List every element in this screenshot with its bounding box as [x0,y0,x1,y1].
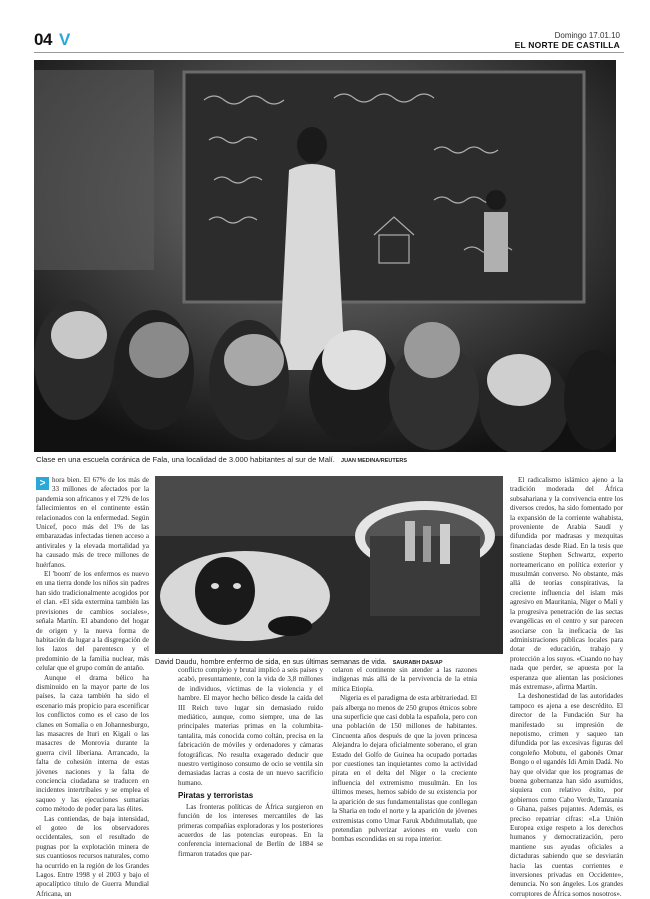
header-divider [34,52,624,53]
article-column-4 [510,476,623,899]
patient-photo-illustration [155,476,503,654]
paragraph: El radicalismo islámico ajeno a la tradición moderada del África subsahariana y la convivencia entre los diversos credos, ha sido fomentado por la expansión de la corriente wahabista, proveniente de Arabia Saudí y difundida por madrasas y mezquitas financiadas desde Riad. En la tesis que sostiene Stephen Schwartz, experto norteamericano en política exterior y musulmán converso. No obstante, más allá de teorías conspirativas, la creciente influencia del islam más agresivo en Mauritania, Níger o Malí y la progresiva penetración de las sectas evangélicas en el centro y sur parecen asociarse con la ineficacia de las administraciones públicas locales para dotar de educación, trabajo y protección a los suyos. «Cuando no hay nada que perder, se apuesta por la esperanza que alientan las posiciones más extremas», afirma Martín. [510,476,623,691]
paragraph: Aunque el drama bélico ha disminuido en la mayor parte de los países, la caza también ha sido el escenario más propicio para escenificar los conflictos como es el caso de los clanes en Somalia o en Johannesburgo, las masacres de Ituri en Kigali o las masacres de Monrovia durante la guerra civil liberiana. Arrancado, la falta de cohesión interna de estas jóvenes naciones y la falta de conciencia ciudadana se traducen en incidentes intertribales y se emplea el saqueo y las ejecuciones sumarias como método de poder para las élites. [36,673,149,814]
paragraph: > hora bien. El 67% de los más de 33 millones de afectados por la pandemia son africanos y el 72% de los fallecimientos en el continente están relacionados con la enfermedad. Según Unicef, poco más del 1% de las embarazadas infectadas tienen acceso a antivirales y la elevada mortalidad ya ha causado más de trece millones de huérfanos. [36,476,149,569]
subheading: Piratas y terroristas [178,791,254,801]
article-column-1 [36,476,149,899]
page-header [34,30,624,52]
second-photo-caption [155,657,503,666]
paragraph: Las fronteras políticas de África surgieron en función de los intereses mercantiles de las primeras compañías exploradoras y los posteriores acuerdos de las potencias europeas. En la conferencia internacional de Berlín de 1884 se firmaron tratados que par- [178,802,323,858]
second-photo-credit: SAURABH DAS/AP [392,660,443,666]
classroom-photo-illustration [34,60,616,452]
paragraph: celaron el continente sin atender a las razones indígenas más allá de la pervivencia de la etnia mítica Etiopía. [332,666,477,693]
section-mark: V [59,30,71,49]
paragraph: conflicto complejo y brutal implicó a seis países y acabó, presuntamente, con la vida de 3,8 millones de individuos, víctimas de la violencia y el hambre. El mayor hecho bélico desde la caída del III Reich tuvo lugar sin demasiado ruido mediático, aunque, como siempre, una de las principales materias primas en la columbita-tantalita, más conocida como coltán, precisa en la fabricación de móviles y ordenadores y cámaras fotográficas. No resulta exagerado deducir que nuestro vertiginoso consumo de ocio se ventila sin demasiadas lacras a costa de un nuevo sacrificio humano. [178,666,323,787]
second-caption-text: David Daudu, hombre enfermo de sida, en sus últimas semanas de vida. [155,657,387,666]
newspaper-name: EL NORTE DE CASTILLA [514,40,620,50]
dropcap-icon: > [36,477,49,490]
main-caption-text: Clase en una escuela coránica de Fala, una localidad de 3.000 habitantes al sur de Malí. [36,455,335,464]
main-photo-credit: JUAN MEDINA/REUTERS [341,458,408,464]
header-date: Domingo 17.01.10 [554,31,620,40]
paragraph: El 'boom' de los enfermos es nuevo en una tierra donde los niños sin padres han sido tradicionalmente acogidos por el clan. «El sida extermina también las previsiones de cambios sociales», señala Martín. El abandono del hogar de origen y la nueva forma de habitación da lugar a la disgregación de los lazos del parentesco y el predominio de la familia nuclear, más celular que el grupo común de antaño. [36,570,149,673]
article-column-2 [178,666,323,859]
main-photo-caption [36,455,616,464]
paragraph: Las contiendas, de baja intensidad, el goteo de los observadores occidentales, son el resultado de pugnas por la explotación minera de sus cuantiosos recursos naturales, como ha ocurrido en la región de los Grandes Lagos. Entre 1998 y el 2003 y bajo el apocalíptico título de Guerra Mundial Africana, un [36,814,149,898]
article-column-3 [332,666,477,845]
paragraph: Nigeria es el paradigma de esta arbitrariedad. El país alberga no menos de 250 grupos étnicos sobre una superficie que casi dobla la española, pero con una población de 150 millones de habitantes. Cincuenta años después de que la joven princesa Alejandra lo dejara oficialmente soberano, el gran Estado del Golfo de Guinea ha ocupado portadas por cuestiones tan inquietantes como la actividad pirata en el delta del Níger o la creciente influencia del extremismo musulmán. En los últimos meses, hemos sabido de su existencia por la aparición de sus fundamentalistas que conllegan la Sharia en todo el norte y la aparición de jóvenes extremistas como Umar Faruk Abdulmutallab, que pretendían pulverizar aviones en vuelo con bombas escondidas en su ropa interior. [332,694,477,844]
main-photo [34,60,616,452]
page-number: 04 [34,30,52,49]
second-photo [155,476,503,654]
paragraph: La deshonestidad de las autoridades tampoco es ajena a ese descrédito. El director de la Fundación Sur ha manifestado su impresión de nepotismo, crimen y saqueo tan difundida por las excesivas figuras del congoleño Mobutu, el gabonés Omar Bongo o el ugandés Idi Amin Dadá. No hay que olvidar que los programas de buena gobernanza han sido asumidos, siquiera con relativo éxito, por gobiernos como Cabo Verde, Tanzania o Ghana, países pujantes. Además, es preciso repatriar cifras: «La Unión Europea exige respeto a los derechos humanos y democratización, pero mantiene sus ayudas oficiales a dictaduras sabiendo que se desviarán hacia las cuentas corrientes e inversiones privadas en Occidente», denuncia. No son ángeles. Los grandes corruptores de África somos nosotros». [510,692,623,898]
